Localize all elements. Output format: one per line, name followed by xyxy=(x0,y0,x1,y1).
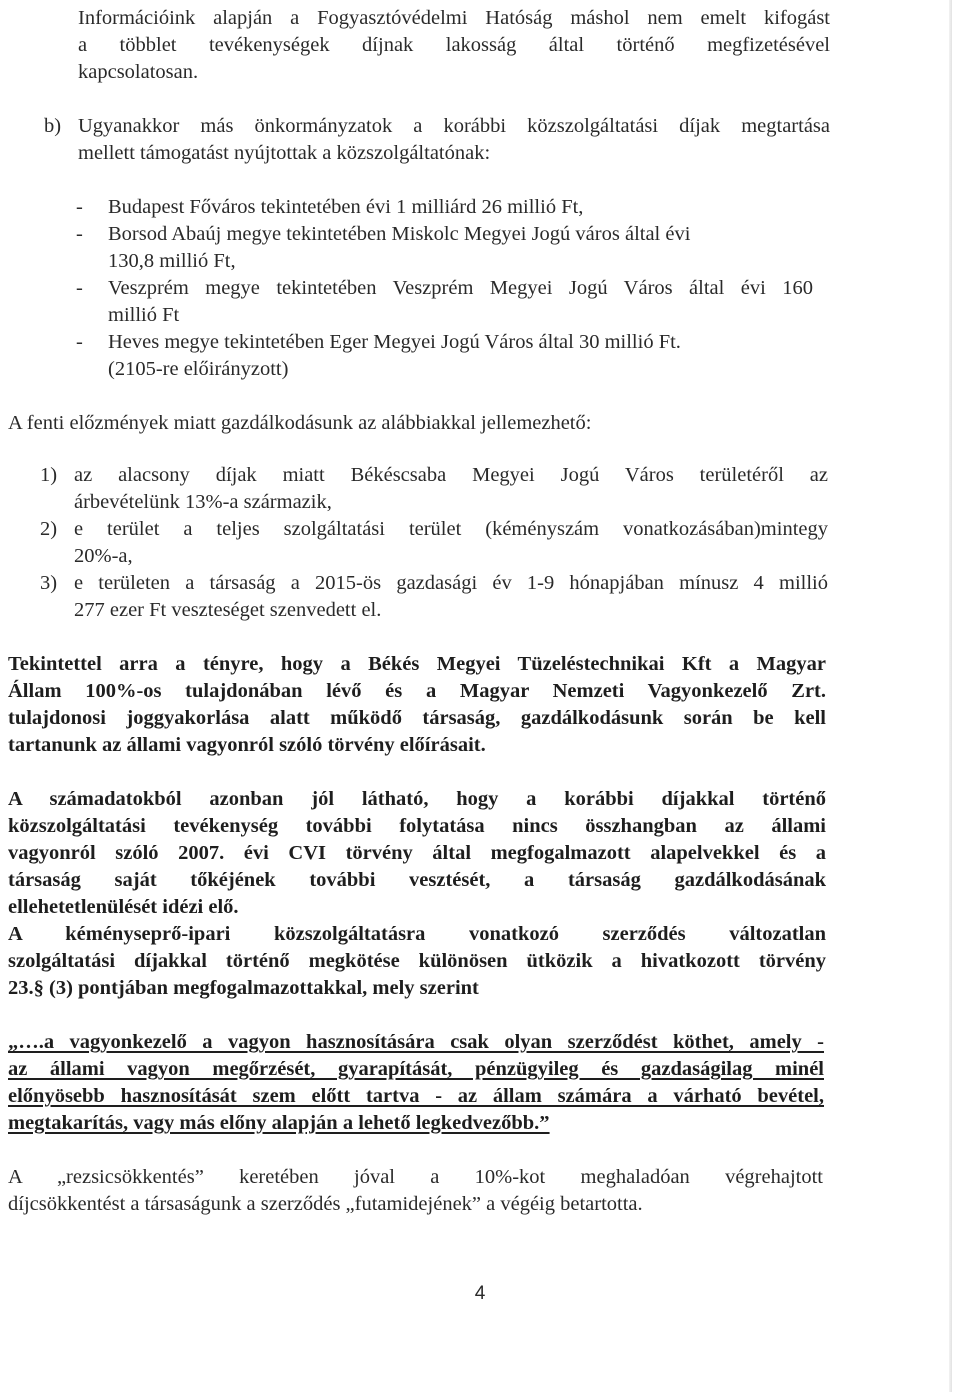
section-b-paragraph xyxy=(78,113,830,167)
list-dash: - xyxy=(76,196,83,218)
numbered-list-line: e területen a társaság a 2015-ös gazdasági év 1-9 hónapjában mínusz 4 millió xyxy=(74,572,828,594)
law-quote xyxy=(8,1029,824,1137)
bold-paragraph-line: tartanunk az állami vagyonról szóló törvény előírásait. xyxy=(8,734,486,756)
bold-paragraph-line: tulajdonosi joggyakorlása alatt működő társaság, gazdálkodásunk során be kell xyxy=(8,707,826,729)
numbered-list-line: e terület a teljes szolgáltatási terület (kéményszám vonatkozásában)mintegy xyxy=(74,518,828,540)
intro-line: kapcsolatosan. xyxy=(78,61,199,83)
bold-paragraph-line: szolgáltatási díjakkal történő megkötése különösen ütközik a hivatkozott törvény xyxy=(8,950,826,972)
section-b-line: Ugyanakkor más önkormányzatok a korábbi közszolgáltatási díjak megtartása xyxy=(78,115,830,137)
list-number: 2) xyxy=(40,518,58,540)
bold-paragraph-line: Állam 100%-os tulajdonában lévő és a Magyar Nemzeti Vagyonkezelő Zrt. xyxy=(8,680,826,702)
section-b-marker: b) xyxy=(44,115,62,137)
bold-paragraph-state-ownership xyxy=(8,651,826,759)
closing-paragraph xyxy=(8,1164,823,1218)
list-dash: - xyxy=(76,223,83,245)
numbered-list-line: az alacsony díjak miatt Békéscsaba Megyei Jogú Város területéről az xyxy=(74,464,828,486)
closing-line: A „rezsicsökkentés” keretében jóval a 10%-kot meghaladóan végrehajtott xyxy=(8,1166,823,1188)
intro-line: a többlet tevékenységek díjnak lakosság által történő megfizetésével xyxy=(78,34,830,56)
law-quote-line: előnyösebb hasznosítását szem előtt tartva - az állam számára a várható bevétel, xyxy=(8,1085,824,1107)
antecedents-line: A fenti előzmények miatt gazdálkodásunk az alábbiakkal jellemezhető: xyxy=(8,412,592,434)
bold-paragraph-analysis xyxy=(8,786,826,1002)
support-list-line: (2105-re előirányzott) xyxy=(108,358,289,380)
bold-paragraph-line: Tekintettel arra a tényre, hogy a Békés Megyei Tüzeléstechnikai Kft a Magyar xyxy=(8,653,826,675)
intro-paragraph xyxy=(78,5,830,86)
law-quote-line: megtakarítás, vagy más előny alapján a lehető legkedvezőbb.” xyxy=(8,1112,550,1134)
numbered-list-line: árbevételünk 13%-a származik, xyxy=(74,491,332,513)
law-quote-line: „….a vagyonkezelő a vagyon hasznosítására csak olyan szerződést köthet, amely - xyxy=(8,1031,824,1053)
bold-paragraph-line: közszolgáltatási tevékenység további folytatása nincs összhangban az állami xyxy=(8,815,826,837)
support-list-line: 130,8 millió Ft, xyxy=(108,250,236,272)
support-list-line: Heves megye tekintetében Eger Megyei Jogú Város által 30 millió Ft. xyxy=(108,331,681,353)
numbered-list-line: 20%-a, xyxy=(74,545,133,567)
numbered-list-line: 277 ezer Ft veszteséget szenvedett el. xyxy=(74,599,382,621)
support-list-line: Veszprém megye tekintetében Veszprém Megyei Jogú Város által évi 160 xyxy=(108,277,813,299)
bold-paragraph-line: A számadatokból azonban jól látható, hogy a korábbi díjakkal történő xyxy=(8,788,826,810)
closing-line: díjcsökkentést a társaságunk a szerződés „futamidejének” a végéig betartotta. xyxy=(8,1193,643,1215)
page-edge-shadow xyxy=(949,0,952,1392)
section-b-line: mellett támogatást nyújtottak a közszolgáltatónak: xyxy=(78,142,491,164)
law-quote-line: az állami vagyon megőrzését, gyarapítását, pénzügyileg és gazdaságilag minél xyxy=(8,1058,824,1080)
antecedents-paragraph xyxy=(8,410,830,437)
bold-paragraph-line: 23.§ (3) pontjában megfogalmazottakkal, mely szerint xyxy=(8,977,479,999)
page-number: 4 xyxy=(474,1283,486,1304)
list-dash: - xyxy=(76,331,83,353)
bold-paragraph-line: társaság saját tőkéjének további vesztését, a társaság gazdálkodásának xyxy=(8,869,826,891)
bold-paragraph-line: ellehetetlenülését idézi elő. xyxy=(8,896,239,918)
bold-paragraph-line: A kéményseprő-ipari közszolgáltatásra vonatkozó szerződés változatlan xyxy=(8,923,826,945)
list-dash: - xyxy=(76,277,83,299)
list-number: 1) xyxy=(40,464,58,486)
support-list-line: millió Ft xyxy=(108,304,180,326)
intro-line: Információink alapján a Fogyasztóvédelmi Hatóság máshol nem emelt kifogást xyxy=(78,7,830,29)
list-number: 3) xyxy=(40,572,58,594)
support-list-line: Budapest Főváros tekintetében évi 1 milliárd 26 millió Ft, xyxy=(108,196,584,218)
support-list-line: Borsod Abaúj megye tekintetében Miskolc Megyei Jogú város által évi xyxy=(108,223,691,245)
bold-paragraph-line: vagyonról szóló 2007. évi CVI törvény által megfogalmazott alapelvekkel és a xyxy=(8,842,826,864)
